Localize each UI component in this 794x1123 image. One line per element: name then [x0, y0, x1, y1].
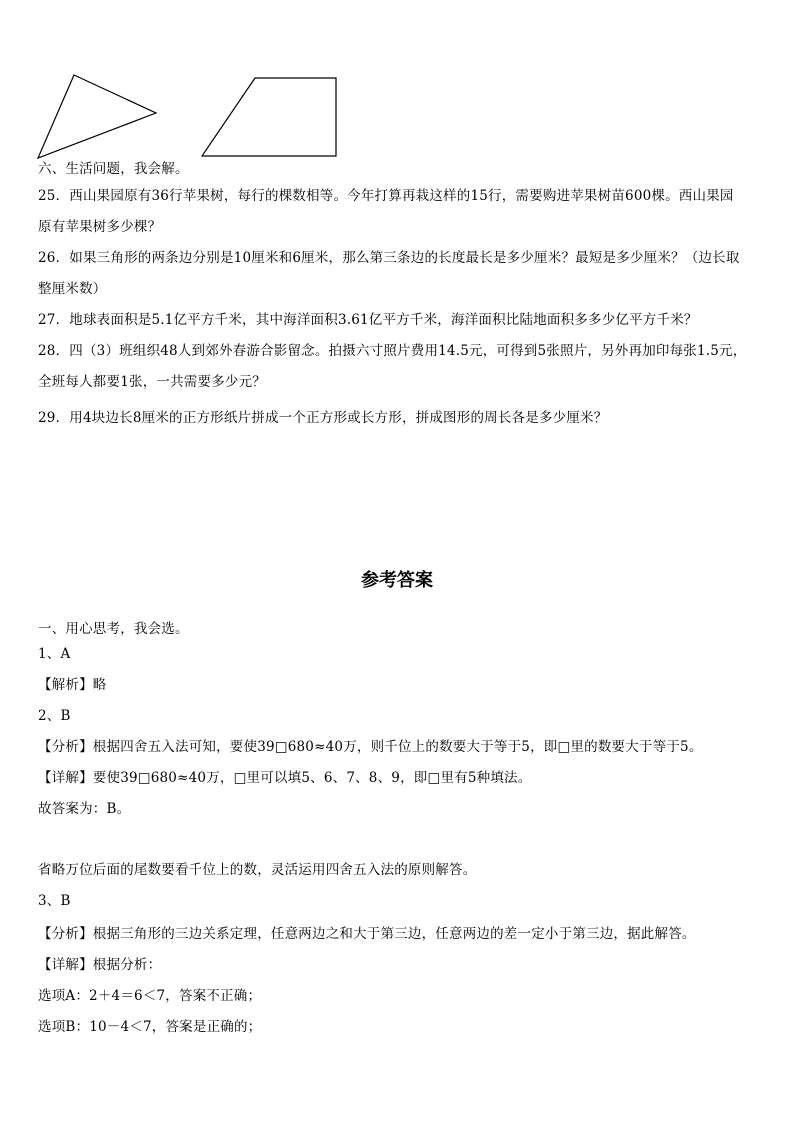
question-27: 27．地球表面积是5.1亿平方千米，其中海洋面积3.61亿平方千米，海洋面积比陆地面积多多少亿平方千米？ — [38, 312, 698, 328]
answer-3-analysis: 【分析】根据三角形的三边关系定理，任意两边之和大于第三边，任意两边的差一定小于第三边，据此解答。 — [38, 926, 696, 942]
answer-title: 参考答案 — [361, 570, 433, 591]
answer-section1-heading: 一、用心思考，我会选。 — [38, 621, 189, 637]
answer-3: 3、B — [38, 893, 71, 909]
trapezoid-figure — [202, 78, 336, 156]
question-25-line1: 25．西山果园原有36行苹果树，每行的棵数相等。今年打算再栽这样的15行，需要购进苹果树苗600棵。西山果园 — [38, 188, 734, 204]
section6-heading: 六、生活问题，我会解。 — [38, 161, 189, 177]
answer-3-detail: 【详解】根据分析： — [38, 957, 162, 973]
question-25-line2: 原有苹果树多少棵？ — [38, 219, 162, 235]
question-26-line1: 26．如果三角形的两条边分别是10厘米和6厘米，那么第三条边的长度最长是多少厘米？最短是多少厘米？（边长取 — [38, 250, 740, 266]
answer-1: 1、A — [38, 646, 71, 662]
question-28-line1: 28．四（3）班组织48人到郊外春游合影留念。拍摄六寸照片费用14.5元，可得到5张照片，另外再加印每张1.5元， — [38, 343, 747, 359]
question-28-line2: 全班每人都要1张，一共需要多少元？ — [38, 374, 266, 390]
question-29: 29．用4块边长8厘米的正方形纸片拼成一个正方形或长方形，拼成图形的周长各是多少厘米？ — [38, 410, 608, 426]
answer-3-option-b: 选项B：10－4＜7，答案是正确的； — [38, 1019, 262, 1035]
answer-1-analysis: 【解析】略 — [38, 677, 107, 693]
geometry-figures — [30, 70, 350, 162]
answer-2-detail: 【详解】要使39□680≈40万，□里可以填5、6、7、8、9，即□里有5种填法。 — [38, 770, 532, 786]
answer-2-note: 省略万位后面的尾数要看千位上的数，灵活运用四舍五入法的原则解答。 — [38, 862, 477, 878]
answer-2: 2、B — [38, 708, 71, 724]
triangle-figure — [38, 75, 156, 158]
answer-3-option-a: 选项A：2＋4＝6＜7，答案不正确； — [38, 988, 262, 1004]
answer-2-conclusion: 故答案为：B。 — [38, 801, 131, 817]
question-26-line2: 整厘米数） — [38, 281, 107, 297]
answer-2-analysis: 【分析】根据四舍五入法可知，要使39□680≈40万，则千位上的数要大于等于5，即□里的数要大于等于5。 — [38, 739, 703, 755]
